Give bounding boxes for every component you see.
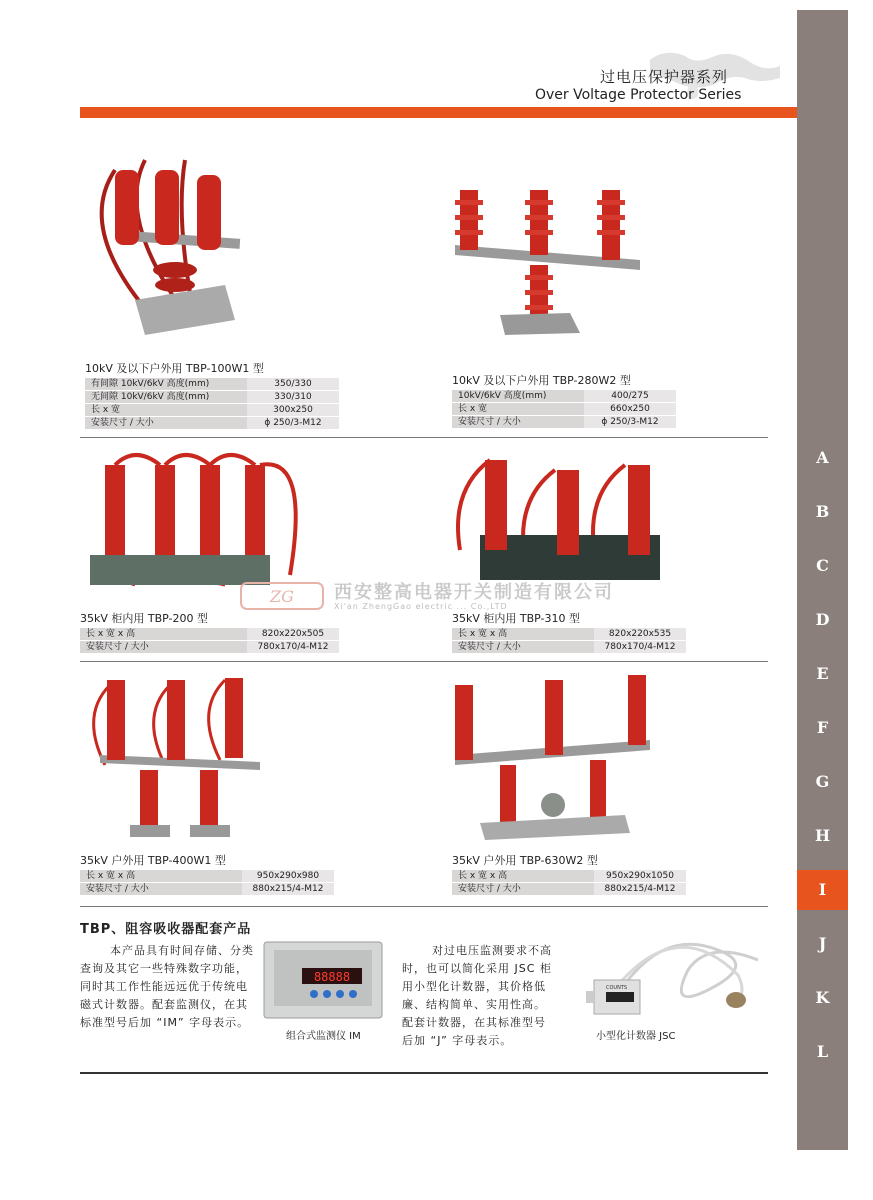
index-letter-a[interactable]: A bbox=[816, 448, 829, 467]
tbp-100w1-product-image bbox=[85, 140, 260, 340]
divider bbox=[80, 661, 768, 662]
spec-label: 长 x 宽 x 高 bbox=[452, 628, 594, 641]
spec-table bbox=[80, 628, 339, 654]
spec-label: 安装尺寸 / 大小 bbox=[452, 416, 584, 429]
index-letter-j[interactable]: J bbox=[818, 934, 827, 953]
spec-label: 安装尺寸 / 大小 bbox=[80, 883, 242, 896]
company-logo-watermark bbox=[240, 582, 324, 610]
product-tbp-400w1 bbox=[80, 852, 334, 896]
table-row bbox=[85, 417, 339, 430]
spec-label: 有间隙 10kV/6kV 高度(mm) bbox=[85, 378, 247, 391]
footer-divider bbox=[80, 1072, 768, 1074]
im-monitor-image bbox=[262, 940, 384, 1020]
spec-value: 780x170/4-M12 bbox=[594, 641, 686, 654]
spec-table bbox=[85, 378, 339, 430]
spec-label: 安装尺寸 / 大小 bbox=[452, 641, 594, 654]
index-letter-i-active[interactable]: I bbox=[797, 870, 848, 910]
spec-value: 880x215/4-M12 bbox=[594, 883, 686, 896]
table-row bbox=[452, 403, 676, 416]
table-row bbox=[80, 628, 339, 641]
product-tbp-280w2 bbox=[452, 372, 676, 429]
spec-value: 780x170/4-M12 bbox=[247, 641, 339, 654]
index-letter-b[interactable]: B bbox=[815, 502, 830, 521]
spec-label: 长 x 宽 bbox=[85, 404, 247, 417]
tbp-280w2-product-image bbox=[450, 175, 650, 340]
index-letter-g[interactable]: G bbox=[815, 772, 830, 791]
im-caption: 组合式监测仪 IM bbox=[286, 1031, 361, 1042]
spec-label: 安装尺寸 / 大小 bbox=[452, 883, 594, 896]
table-row bbox=[452, 416, 676, 429]
spec-value: 350/330 bbox=[247, 378, 339, 391]
page-title-en: Over Voltage Protector Series bbox=[535, 87, 742, 103]
index-letter-f[interactable]: F bbox=[816, 718, 829, 737]
spec-value: ϕ 250/3-M12 bbox=[584, 416, 676, 429]
tbp-310-product-image bbox=[450, 450, 670, 590]
spec-table bbox=[80, 870, 334, 896]
jsc-counter-image bbox=[558, 925, 768, 1025]
im-description: 本产品具有时间存储、分类查询及其它一些特殊数字功能，同时其工作性能远远优于传统电磁式计数器。配套监测仪，在其标准型号后加 “IM” 字母表示。 bbox=[80, 944, 254, 1029]
header-accent-bar bbox=[80, 107, 798, 118]
index-letter-k[interactable]: K bbox=[815, 988, 830, 1007]
product-caption: 10kV 及以下户外用 TBP-280W2 型 bbox=[452, 374, 631, 387]
tbp-630w2-product-image bbox=[450, 675, 660, 845]
svg-text:COUNTS: COUNTS bbox=[606, 985, 628, 991]
product-caption: 10kV 及以下户外用 TBP-100W1 型 bbox=[85, 362, 264, 375]
spec-value: 950x290x1050 bbox=[594, 870, 686, 883]
spec-value: ϕ 250/3-M12 bbox=[247, 417, 339, 430]
spec-label: 长 x 宽 x 高 bbox=[452, 870, 594, 883]
product-caption: 35kV 户外用 TBP-630W2 型 bbox=[452, 854, 598, 867]
page-title-cn: 过电压保护器系列 bbox=[600, 68, 729, 86]
spec-label: 安装尺寸 / 大小 bbox=[80, 641, 247, 654]
table-row bbox=[80, 641, 339, 654]
product-caption: 35kV 柜内用 TBP-200 型 bbox=[80, 612, 209, 625]
table-row bbox=[452, 390, 676, 403]
spec-value: 950x290x980 bbox=[242, 870, 334, 883]
table-row bbox=[85, 391, 339, 404]
product-caption: 35kV 柜内用 TBP-310 型 bbox=[452, 612, 581, 625]
divider bbox=[80, 437, 768, 438]
table-row bbox=[452, 641, 686, 654]
spec-table bbox=[452, 628, 686, 654]
table-row bbox=[452, 883, 686, 896]
spec-value: 330/310 bbox=[247, 391, 339, 404]
spec-label: 长 x 宽 x 高 bbox=[80, 628, 247, 641]
spec-value: 400/275 bbox=[584, 390, 676, 403]
product-tbp-100w1 bbox=[85, 360, 339, 430]
table-row bbox=[85, 404, 339, 417]
index-letter-e[interactable]: E bbox=[816, 664, 829, 683]
product-tbp-630w2 bbox=[452, 852, 686, 896]
jsc-description: 对过电压监测要求不高时，也可以简化采用 JSC 柜用小型化计数器，其价格低廉、结构简单、实用性高。配套计数器，在其标准型号后加 “J” 字母表示。 bbox=[402, 944, 552, 1047]
watermark-company-cn: 西安整高电器开关制造有限公司 bbox=[334, 582, 614, 603]
table-row bbox=[80, 883, 334, 896]
index-letter-l[interactable]: L bbox=[816, 1042, 829, 1061]
spec-table bbox=[452, 390, 676, 429]
product-caption: 35kV 户外用 TBP-400W1 型 bbox=[80, 854, 226, 867]
product-tbp-310 bbox=[452, 610, 686, 654]
spec-value: 880x215/4-M12 bbox=[242, 883, 334, 896]
tbp-200-product-image bbox=[85, 445, 315, 595]
table-row bbox=[85, 378, 339, 391]
svg-text:88888: 88888 bbox=[313, 970, 351, 984]
svg-text:ZG: ZG bbox=[270, 587, 294, 606]
spec-value: 820x220x535 bbox=[594, 628, 686, 641]
spec-value: 660x250 bbox=[584, 403, 676, 416]
table-row bbox=[452, 870, 686, 883]
spec-value: 300x250 bbox=[247, 404, 339, 417]
spec-table bbox=[452, 870, 686, 896]
table-row bbox=[80, 870, 334, 883]
table-row bbox=[452, 628, 686, 641]
accessories-title: TBP、阻容吸收器配套产品 bbox=[80, 922, 252, 937]
spec-label: 无间隙 10kV/6kV 高度(mm) bbox=[85, 391, 247, 404]
index-letter-c[interactable]: C bbox=[816, 556, 829, 575]
section-index-sidebar bbox=[797, 10, 848, 1150]
index-letter-h[interactable]: H bbox=[814, 826, 831, 845]
divider bbox=[80, 906, 768, 907]
product-tbp-200 bbox=[80, 610, 339, 654]
spec-label: 长 x 宽 x 高 bbox=[80, 870, 242, 883]
spec-label: 安装尺寸 / 大小 bbox=[85, 417, 247, 430]
spec-label: 10kV/6kV 高度(mm) bbox=[452, 390, 584, 403]
spec-label: 长 x 宽 bbox=[452, 403, 584, 416]
index-letter-d[interactable]: D bbox=[815, 610, 830, 629]
tbp-400w1-product-image bbox=[85, 670, 260, 845]
watermark-company-en: Xi'an ZhengGao electric ... Co.,LTD bbox=[334, 602, 508, 611]
jsc-caption: 小型化计数器 JSC bbox=[596, 1031, 676, 1042]
spec-value: 820x220x505 bbox=[247, 628, 339, 641]
